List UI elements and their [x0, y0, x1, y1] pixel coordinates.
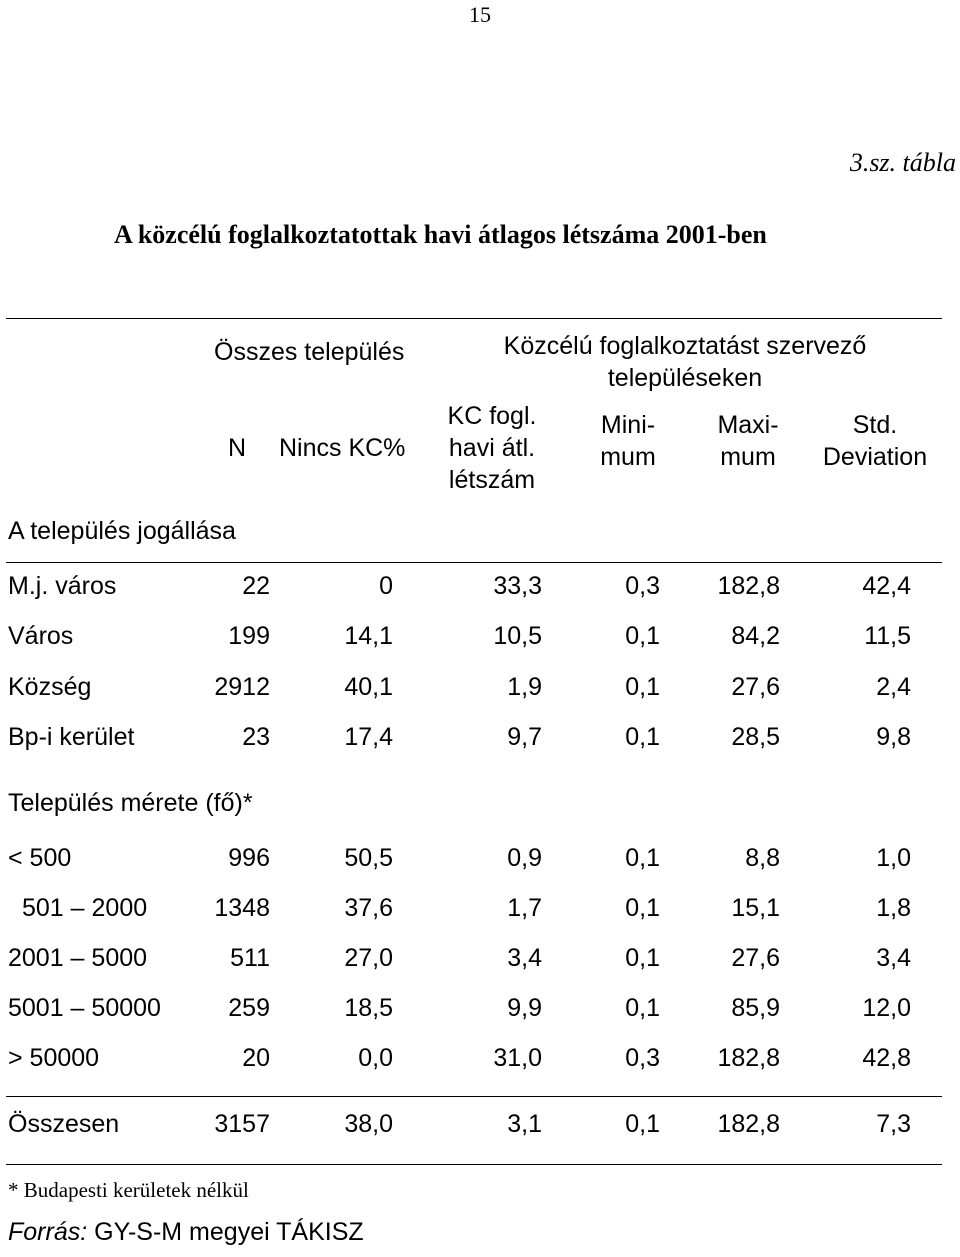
cell-std: 11,5: [864, 622, 911, 650]
header-maximum: [688, 409, 808, 473]
cell-n: 2912: [214, 673, 270, 701]
cell-kc-avg: 1,7: [507, 894, 542, 922]
footnote: * Budapesti kerületek nélkül: [8, 1178, 249, 1202]
cell-std: 2,4: [876, 673, 911, 701]
cell-nincs-kc: 40,1: [344, 673, 393, 701]
cell-n: 20: [242, 1044, 270, 1072]
cell-n: 3157: [214, 1110, 270, 1138]
cell-minimum: 0,1: [625, 723, 660, 751]
row-label: M.j. város: [8, 572, 117, 600]
cell-maximum: 182,8: [717, 1044, 780, 1072]
cell-minimum: 0,1: [625, 894, 660, 922]
cell-nincs-kc: 0: [379, 572, 393, 600]
cell-nincs-kc: 14,1: [344, 622, 393, 650]
cell-std: 9,8: [876, 723, 911, 751]
cell-kc-avg: 10,5: [493, 622, 542, 650]
row-label: < 500: [8, 844, 72, 872]
cell-n: 22: [242, 572, 270, 600]
table-title: A közcélú foglalkoztatottak havi átlagos létszáma 2001-ben: [114, 220, 767, 249]
cell-std: 42,8: [862, 1044, 911, 1072]
row-label: 2001 – 5000: [8, 944, 148, 972]
cell-n: 1348: [214, 894, 270, 922]
header-minimum-line-1: Mini-: [600, 411, 656, 439]
header-all-settlements: Összes település: [214, 338, 405, 366]
cell-maximum: 27,6: [731, 944, 780, 972]
cell-kc-avg: 0,9: [507, 844, 542, 872]
header-minimum-line-2: mum: [600, 443, 656, 471]
header-kc-avg-line-3: létszám: [448, 466, 536, 494]
cell-maximum: 182,8: [717, 572, 780, 600]
cell-kc-avg: 3,4: [507, 944, 542, 972]
header-kc-group: [450, 330, 920, 394]
header-kc-group-line-2: településeken: [607, 364, 763, 392]
cell-maximum: 28,5: [731, 723, 780, 751]
cell-maximum: 27,6: [731, 673, 780, 701]
cell-maximum: 15,1: [731, 894, 780, 922]
cell-minimum: 0,1: [625, 622, 660, 650]
cell-minimum: 0,3: [625, 572, 660, 600]
cell-kc-avg: 3,1: [507, 1110, 542, 1138]
row-label: Város: [8, 622, 74, 650]
header-std-line-1: Std.: [852, 411, 898, 439]
header-kc-avg-line-2: havi átl.: [448, 434, 536, 462]
header-kc-avg-line-1: KC fogl.: [447, 402, 537, 430]
cell-maximum: 85,9: [731, 994, 780, 1022]
header-std-line-2: Deviation: [822, 443, 928, 471]
cell-maximum: 8,8: [745, 844, 780, 872]
cell-n: 199: [228, 622, 270, 650]
cell-minimum: 0,1: [625, 844, 660, 872]
cell-maximum: 84,2: [731, 622, 780, 650]
cell-minimum: 0,3: [625, 1044, 660, 1072]
cell-n: 23: [242, 723, 270, 751]
cell-kc-avg: 1,9: [507, 673, 542, 701]
header-n: N: [228, 434, 247, 462]
header-kc-avg: [412, 400, 572, 496]
cell-kc-avg: 33,3: [493, 572, 542, 600]
table-bottom-rule: [6, 1164, 942, 1165]
page-number: 15: [469, 2, 491, 27]
cell-nincs-kc: 0,0: [358, 1044, 393, 1072]
table-reference: 3.sz. tábla: [849, 148, 956, 177]
header-maximum-line-1: Maxi-: [717, 411, 779, 439]
source-label: Forrás:: [8, 1218, 88, 1246]
row-label: > 50000: [8, 1044, 100, 1072]
cell-minimum: 0,1: [625, 944, 660, 972]
cell-n: 511: [230, 944, 270, 972]
cell-std: 12,0: [862, 994, 911, 1022]
source-text: GY-S-M megyei TÁKISZ: [87, 1218, 364, 1246]
cell-kc-avg: 9,7: [507, 723, 542, 751]
cell-nincs-kc: 27,0: [344, 944, 393, 972]
header-maximum-line-2: mum: [720, 443, 776, 471]
row-label: Bp-i kerület: [8, 723, 135, 751]
cell-kc-avg: 9,9: [507, 994, 542, 1022]
header-settlement-status: A település jogállása: [8, 517, 236, 545]
cell-nincs-kc: 50,5: [344, 844, 393, 872]
cell-std: 3,4: [876, 944, 911, 972]
header-minimum: [568, 409, 688, 473]
header-kc-group-line-1: Közcélú foglalkoztatást szervező: [503, 332, 867, 360]
size-section-title: Település mérete (fő)*: [8, 789, 253, 817]
source-line: [8, 1218, 364, 1247]
row-label: 501 – 2000: [22, 894, 148, 922]
cell-nincs-kc: 17,4: [344, 723, 393, 751]
cell-minimum: 0,1: [625, 673, 660, 701]
header-std-deviation: [805, 409, 945, 473]
cell-maximum: 182,8: [717, 1110, 780, 1138]
header-nincs-kc: Nincs KC%: [279, 434, 406, 462]
cell-minimum: 0,1: [625, 994, 660, 1022]
cell-n: 259: [228, 994, 270, 1022]
row-label: Község: [8, 673, 92, 701]
cell-std: 1,8: [876, 894, 911, 922]
cell-minimum: 0,1: [625, 1110, 660, 1138]
row-label: 5001 – 50000: [8, 994, 161, 1022]
total-top-rule: [6, 1096, 942, 1097]
cell-nincs-kc: 18,5: [344, 994, 393, 1022]
row-label: Összesen: [8, 1110, 120, 1138]
cell-nincs-kc: 37,6: [344, 894, 393, 922]
cell-kc-avg: 31,0: [493, 1044, 542, 1072]
cell-std: 1,0: [876, 844, 911, 872]
cell-nincs-kc: 38,0: [344, 1110, 393, 1138]
cell-n: 996: [228, 844, 270, 872]
table-top-rule: [6, 318, 942, 319]
header-bottom-rule: [6, 562, 942, 563]
cell-std: 42,4: [862, 572, 911, 600]
cell-std: 7,3: [876, 1110, 911, 1138]
